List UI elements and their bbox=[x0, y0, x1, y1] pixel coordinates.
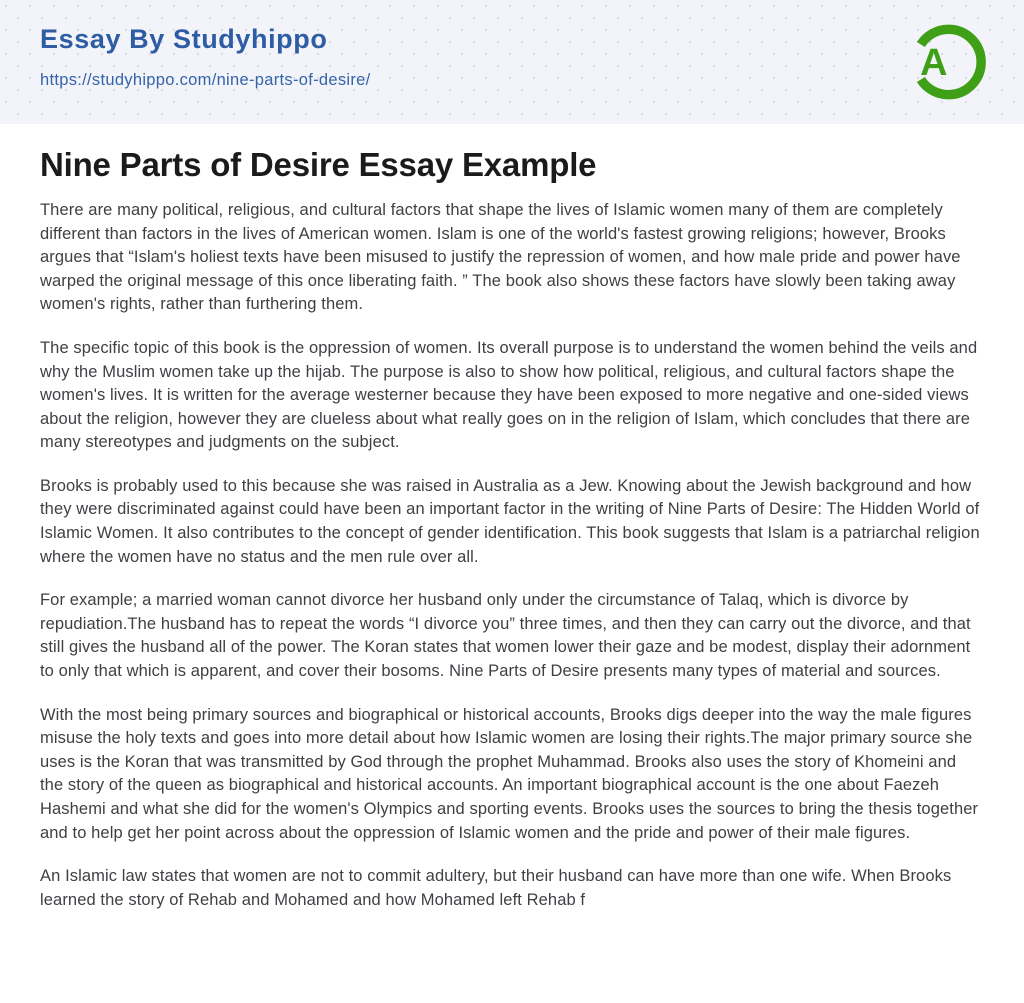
essay-body bbox=[40, 199, 984, 912]
essay-paragraph-3: Brooks is probably used to this because she was raised in Australia as a Jew. Knowing about the Jewish background and how they were discriminated against could have been an important factor in the writing of Nine Parts of Desire: The Hidden World of Islamic Women. It also contributes to the concept of gender identification. This book suggests that Islam is a patriarchal religion where the women have no status and the men rule over all. bbox=[40, 476, 980, 566]
essay-content bbox=[0, 124, 1024, 912]
page-url-link[interactable]: https://studyhippo.com/nine-parts-of-desire/ bbox=[40, 71, 371, 90]
logo-letter: A bbox=[920, 41, 948, 84]
studyhippo-logo bbox=[902, 18, 988, 106]
essay-paragraph-6: An Islamic law states that women are not to commit adultery, but their husband can have more than one wife. When Brooks learned the story of Rehab and Mohamed and how Mohamed left Rehab f bbox=[40, 867, 952, 909]
site-title: Essay By Studyhippo bbox=[40, 24, 328, 54]
essay-paragraph-4: For example; a married woman cannot divorce her husband only under the circumstance of Talaq, which is divorce by repudiation.The husband has to repeat the words “I divorce you” three times, and then they can carry out the divorce, and that still gives the husband all of the power. The Koran states that women lower their gaze and be modest, display their adornment to only that which is apparent, and cover their bosoms. Nine Parts of Desire presents many types of material and sources. bbox=[40, 591, 971, 681]
essay-paragraph-2: The specific topic of this book is the oppression of women. Its overall purpose is to understand the women behind the veils and why the Muslim women take up the hijab. The purpose is also to show how political, religious, and cultural factors shape the women's lives. It is written for the average westerner because they have been exposed to more negative and one-sided views about the religion, however they are clueless about what really goes on in the religion of Islam, which concludes that there are many stereotypes and judgments on the subject. bbox=[40, 338, 978, 452]
essay-paragraph-1: There are many political, religious, and cultural factors that shape the lives of Islamic women many of them are completely different than factors in the lives of American women. Islam is one of the world's fastest growing religions; however, Brooks argues that “Islam's holiest texts have been misused to justify the repression of women, and how male pride and power have warped the original message of this once liberating faith. ” The book also shows these factors have slowly been taking away women's rights, rather than furthering them. bbox=[40, 200, 961, 314]
page-title: Nine Parts of Desire Essay Example bbox=[40, 146, 597, 183]
site-header bbox=[0, 0, 1024, 124]
essay-paragraph-5: With the most being primary sources and biographical or historical accounts, Brooks digs deeper into the way the male figures misuse the holy texts and goes into more detail about how Islamic women are losing their rights.The major primary source she uses is the Koran that was transmitted by God through the prophet Muhammad. Brooks also uses the story of Khomeini and the story of the queen as biographical and historical accounts. An important biographical account is the one about Faezeh Hashemi and what she did for the women's Olympics and sporting events. Brooks uses the sources to bring the thesis together and to help get her point across about the oppression of Islamic women and the pride and power of their male figures. bbox=[40, 705, 979, 842]
header-text-block bbox=[40, 18, 371, 90]
